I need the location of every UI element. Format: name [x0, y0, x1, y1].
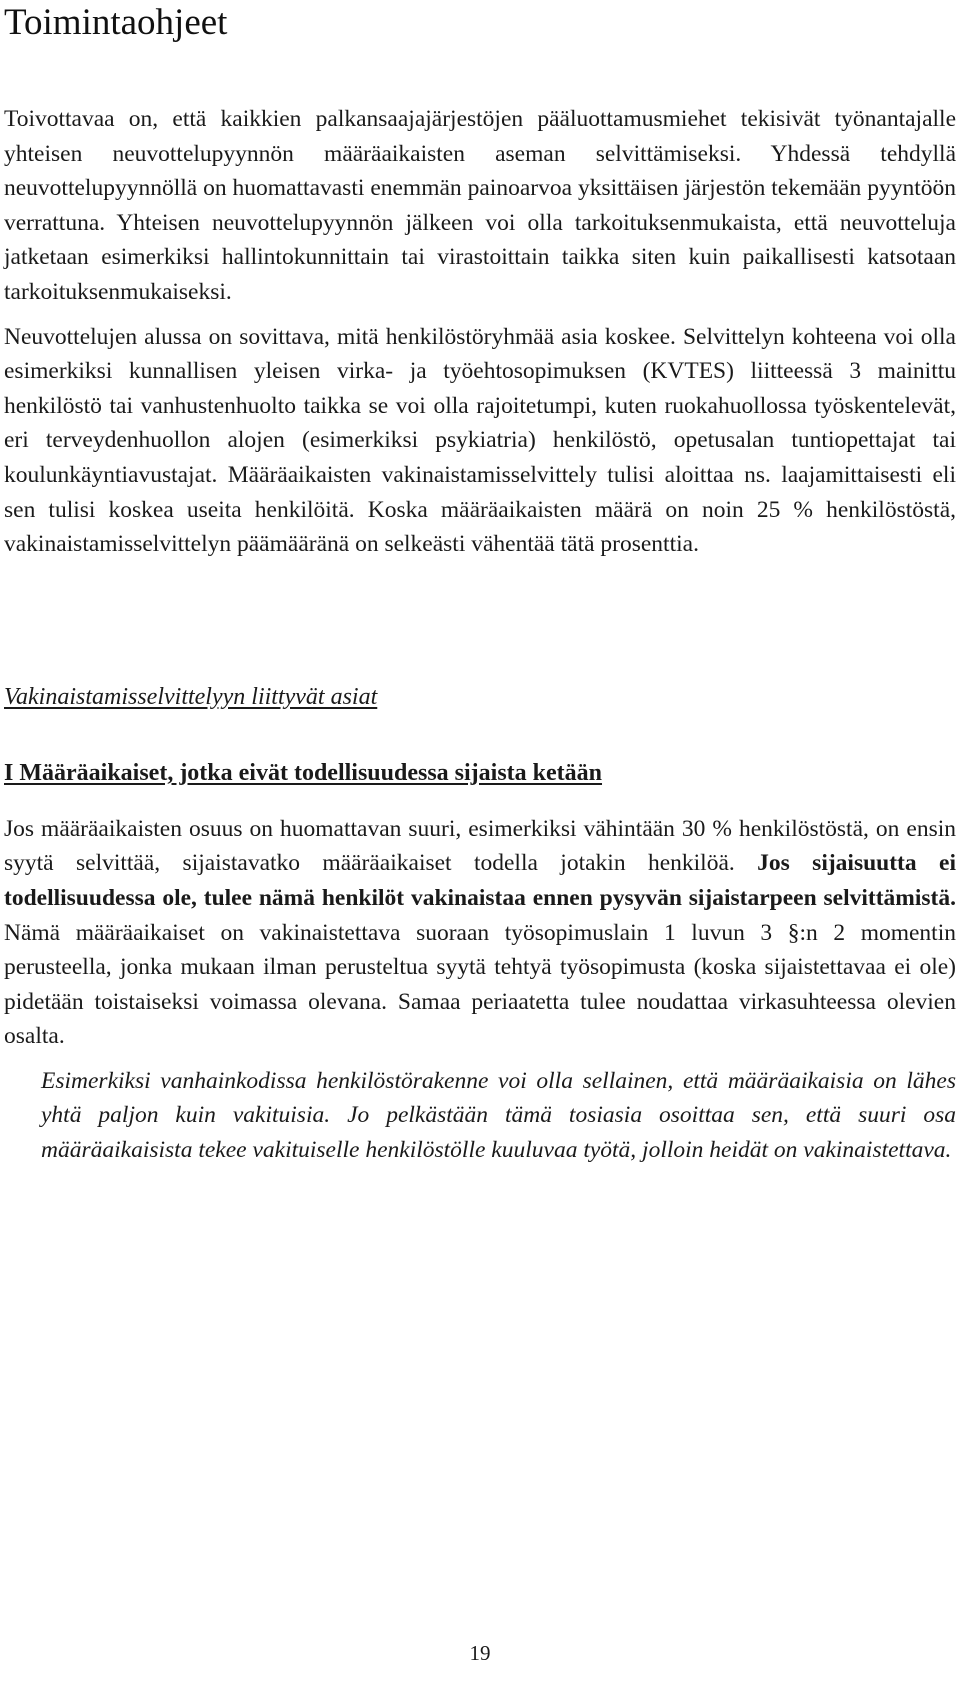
fixed-term-paragraph [4, 812, 956, 1054]
subsection-heading: I Määräaikaiset, jotka eivät todellisuudessa sijaista ketään [4, 759, 603, 786]
intro-paragraph: Toivottavaa on, että kaikkien palkansaajajärjestöjen pääluottamusmiehet tekisivät työnantajalle yhteisen neuvottelupyynnön määräaikaisten aseman selvittämiseksi. Yhdessä tehdyllä neuvottelupyynnöllä on huomattavasti enemmän painoarvoa yksittäisen järjestön tekemään pyyntöön verrattuna. Yhteisen neuvottelupyynnön jälkeen voi olla tarkoituksenmukaista, että neuvotteluja jatketaan esimerkiksi hallintokunnittain tai virastoittain taikka siten kuin paikallisesti katsotaan tarkoituksenmukaiseksi. [4, 106, 956, 305]
paragraph-text-start: Jos määräaikaisten osuus on huomattavan suuri, esimerkiksi vähintään 30 % henkilöstöstä, on ensin syytä selvittää, sijaistavatko määräaikaiset todella jotakin henkilöä. [4, 815, 956, 877]
example-paragraph: Esimerkiksi vanhainkodissa henkilöstörakenne voi olla sellainen, että määräaikaisia on lähes yhtä paljon kuin vakituisia. Jo pelkästään tämä tosiasia osoittaa sen, että suuri osa määräaikaisista tekee vakituiselle henkilöstölle kuuluvaa työtä, jolloin heidät on vakinaistettava. [41, 1067, 956, 1164]
document-page [4, 0, 956, 1168]
section-heading: Vakinaistamisselvittelyyn liittyvät asiat [4, 683, 378, 710]
page-title: Toimintaohjeet [4, 2, 228, 43]
paragraph-emphasis: Jos sijaisuutta ei todellisuudessa ole, tulee nämä henkilöt vakinaistaa ennen pysyvän sijaistarpeen selvittämistä. [4, 850, 956, 911]
negotiation-paragraph: Neuvottelujen alussa on sovittava, mitä henkilöstöryhmää asia koskee. Selvittelyn kohteena voi olla esimerkiksi kunnallisen yleisen virka- ja työehtosopimuksen (KVTES) liitteessä 3 mainittu henkilöstö tai vanhustenhuolto taikka se voi olla rajoitetumpi, kuten ruokahuollossa työskentelevät, eri terveydenhuollon alojen (esimerkiksi psykiatria) henkilöstö, opetusalan tuntiopettajat tai koulunkäyntiavustajat. Määräaikaisten vakinaistamisselvittely tulisi aloittaa ns. laajamittaisesti eli sen tulisi koskea useita henkilöitä. Koska määräaikaisten määrä on noin 25 % henkilöstöstä, vakinaistamisselvittelyn päämääränä on selkeästi vähentää tätä prosenttia. [4, 323, 956, 558]
paragraph-text-end: Nämä määräaikaiset on vakinaistettava suoraan työsopimuslain 1 luvun 3 §:n 2 momentin perusteella, jonka mukaan ilman perusteltua syytä tehtyä työsopimusta (koska sijaistettavaa ei ole) pidetään toistaiseksi voimassa olevana. Samaa periaatetta tulee noudattaa virkasuhteessa olevien osalta. [4, 919, 956, 1050]
page-number: 19 [469, 1641, 491, 1665]
